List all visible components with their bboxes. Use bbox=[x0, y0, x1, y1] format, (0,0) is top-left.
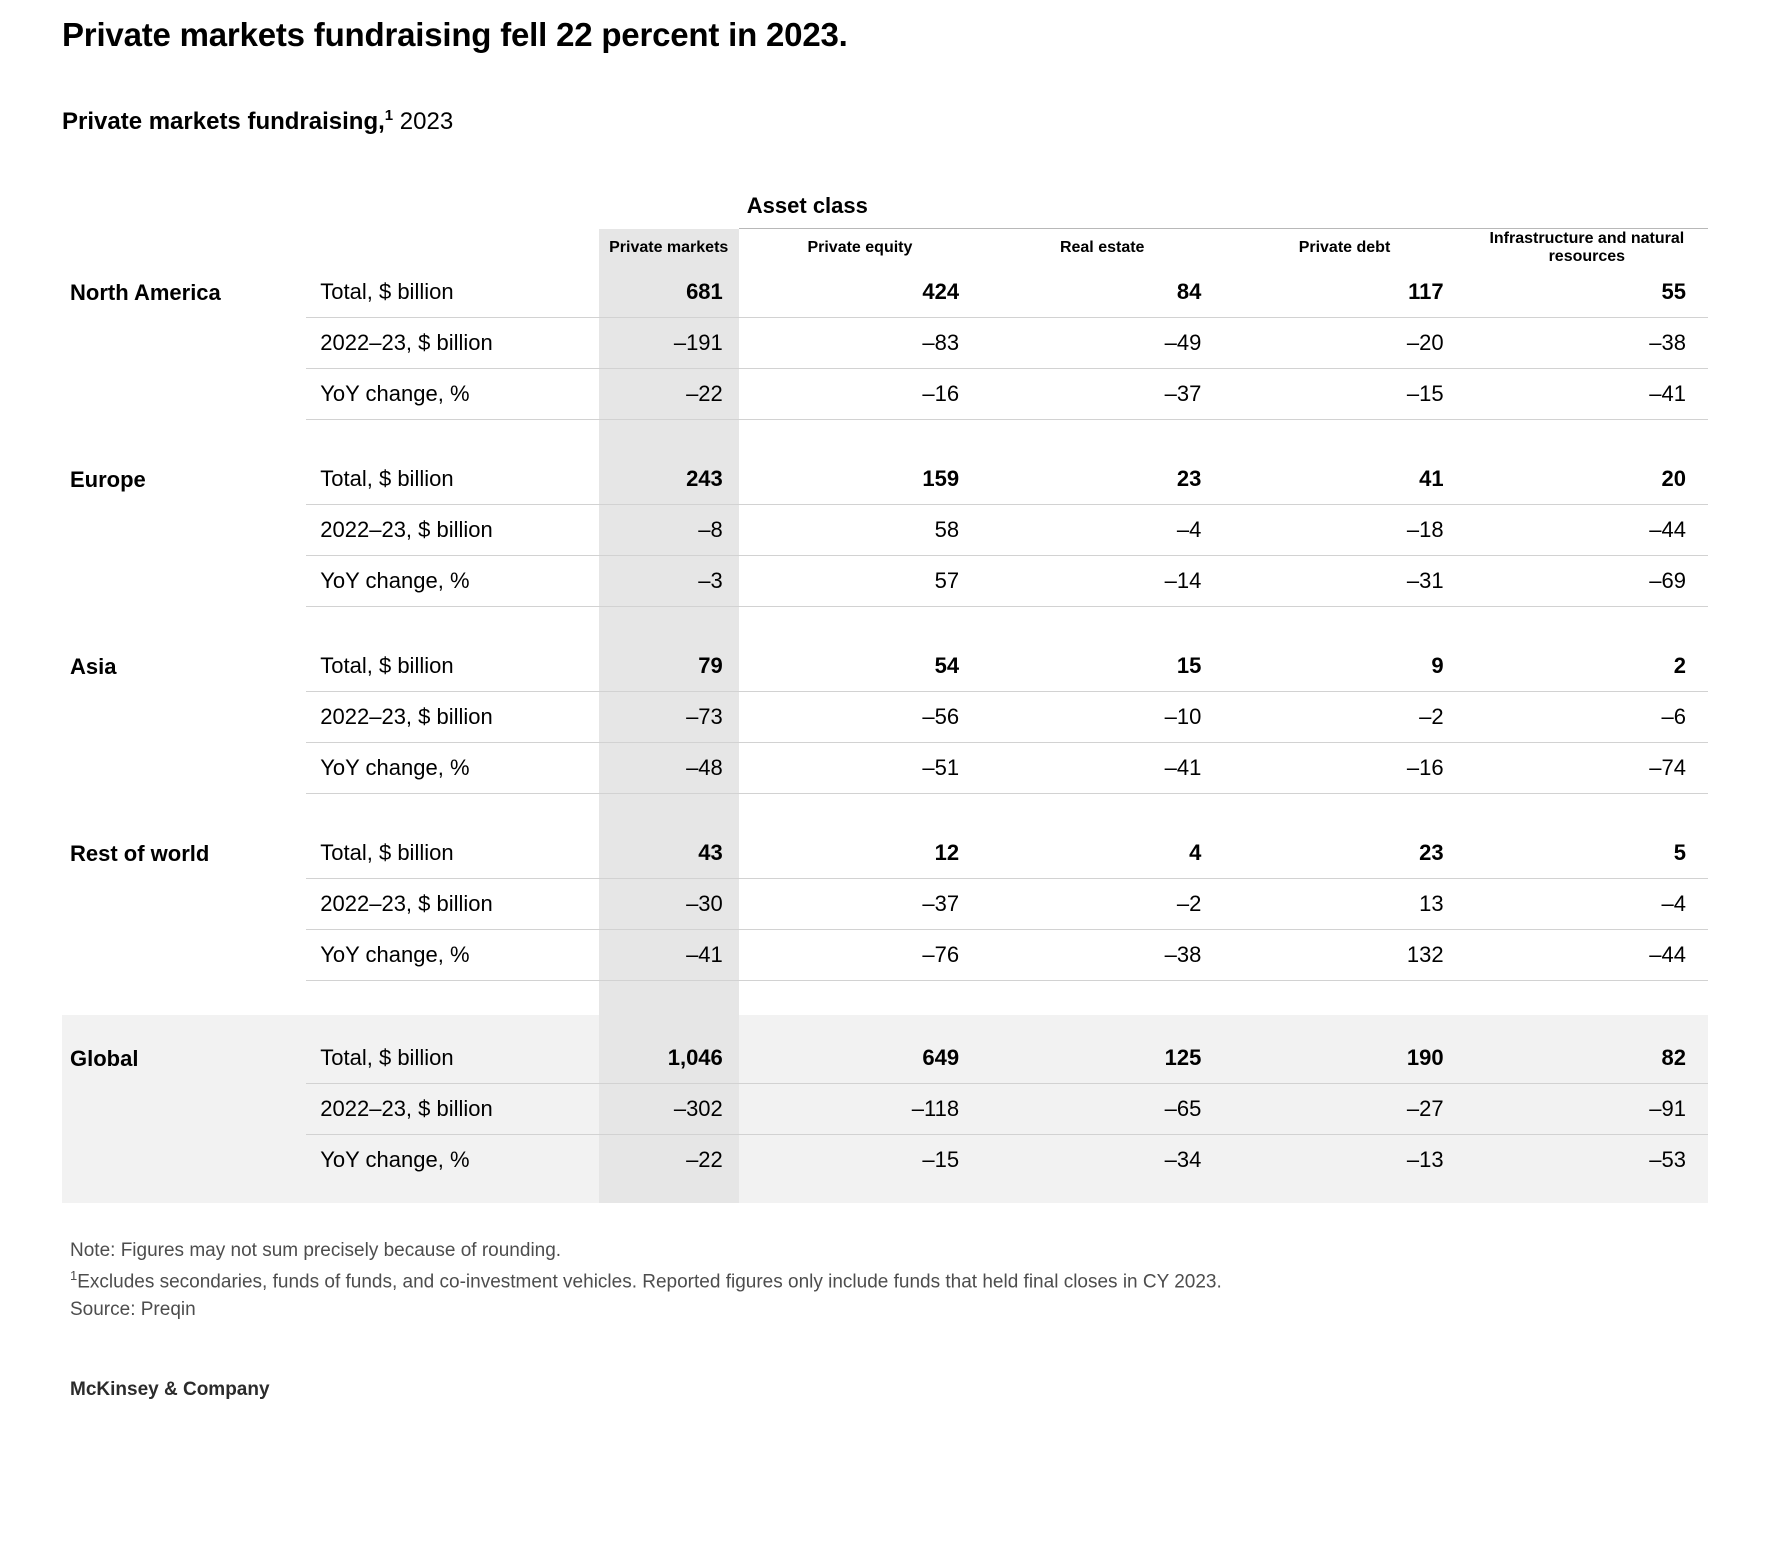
cell-gl-yoy-re: –34 bbox=[981, 1135, 1223, 1186]
cell-row-yoy-inr: –44 bbox=[1466, 930, 1708, 981]
spacer-cell bbox=[306, 794, 598, 829]
spacer-cell bbox=[739, 607, 981, 642]
row-metric-change: 2022–23, $ billion bbox=[306, 1084, 598, 1135]
cell-row-total-pm: 43 bbox=[599, 828, 739, 879]
spacer-cell bbox=[1223, 420, 1465, 455]
cell-gl-yoy-inr: –53 bbox=[1466, 1135, 1708, 1186]
footnote-marker: 1 bbox=[70, 1267, 78, 1283]
col-header-private-equity: Private equity bbox=[807, 239, 913, 257]
row-metric-yoy: YoY change, % bbox=[306, 930, 598, 981]
cell-eu-total-pe: 159 bbox=[739, 454, 981, 505]
global-block-bottom-pad bbox=[62, 1185, 1708, 1203]
table-row bbox=[62, 267, 1708, 318]
cell-eu-total-inr: 20 bbox=[1466, 454, 1708, 505]
table-row bbox=[62, 454, 1708, 505]
cell-as-change-pd: –2 bbox=[1223, 692, 1465, 743]
cell-eu-change-pe: 58 bbox=[739, 505, 981, 556]
cell-eu-yoy-re: –14 bbox=[981, 556, 1223, 607]
cell-as-change-pm: –73 bbox=[599, 692, 739, 743]
cell-row-change-re: –2 bbox=[981, 879, 1223, 930]
spacer-cell bbox=[739, 1185, 981, 1203]
spacer-cell bbox=[1223, 794, 1465, 829]
global-block-top-pad bbox=[62, 1015, 1708, 1033]
col-header-real-estate: Real estate bbox=[1059, 239, 1145, 257]
row-metric-change: 2022–23, $ billion bbox=[306, 692, 598, 743]
cell-gl-total-re: 125 bbox=[981, 1033, 1223, 1084]
cell-as-change-re: –10 bbox=[981, 692, 1223, 743]
cell-as-total-pe: 54 bbox=[739, 641, 981, 692]
footnote-note: Note: Figures may not sum precisely because of rounding. bbox=[70, 1240, 562, 1262]
cell-na-yoy-pe: –16 bbox=[739, 369, 981, 420]
cell-as-yoy-pm: –48 bbox=[599, 743, 739, 794]
table-row bbox=[62, 1135, 1708, 1186]
cell-na-yoy-inr: –41 bbox=[1466, 369, 1708, 420]
table-row bbox=[62, 318, 1708, 369]
cell-as-total-re: 15 bbox=[981, 641, 1223, 692]
spacer-cell bbox=[599, 1015, 739, 1033]
cell-gl-total-inr: 82 bbox=[1466, 1033, 1708, 1084]
row-spacer bbox=[62, 420, 1708, 455]
cell-na-total-pd: 117 bbox=[1223, 267, 1465, 318]
cell-na-total-pe: 424 bbox=[739, 267, 981, 318]
row-region-global: Global bbox=[62, 1033, 306, 1084]
footnotes bbox=[62, 1237, 1708, 1325]
cell-as-yoy-re: –41 bbox=[981, 743, 1223, 794]
cell-na-yoy-pm: –22 bbox=[599, 369, 739, 420]
row-region-blank bbox=[62, 556, 306, 607]
spacer-cell bbox=[306, 1015, 598, 1033]
spacer-cell bbox=[306, 420, 598, 455]
cell-na-change-pd: –20 bbox=[1223, 318, 1465, 369]
row-metric-yoy: YoY change, % bbox=[306, 369, 598, 420]
row-region-europe: Europe bbox=[70, 466, 146, 492]
cell-na-yoy-pd: –15 bbox=[1223, 369, 1465, 420]
spacer-cell bbox=[599, 607, 739, 642]
spacer-cell bbox=[981, 981, 1223, 1016]
spacer-cell bbox=[1223, 607, 1465, 642]
row-region-blank bbox=[62, 1135, 306, 1186]
cell-eu-yoy-pe: 57 bbox=[739, 556, 981, 607]
spacer-cell bbox=[1466, 981, 1708, 1016]
asset-class-group-header bbox=[739, 183, 1708, 229]
spacer-cell bbox=[306, 183, 598, 229]
cell-row-total-inr: 5 bbox=[1466, 828, 1708, 879]
cell-na-yoy-re: –37 bbox=[981, 369, 1223, 420]
spacer-cell bbox=[1466, 1185, 1708, 1203]
spacer-cell bbox=[62, 1015, 306, 1033]
cell-eu-change-pm: –8 bbox=[599, 505, 739, 556]
row-region-north-america: North America bbox=[70, 279, 221, 305]
cell-row-yoy-pm: –41 bbox=[599, 930, 739, 981]
fundraising-table bbox=[62, 183, 1708, 1203]
cell-eu-total-re: 23 bbox=[981, 454, 1223, 505]
cell-gl-yoy-pm: –22 bbox=[599, 1135, 739, 1186]
row-metric-change: 2022–23, $ billion bbox=[306, 505, 598, 556]
row-region-blank bbox=[62, 505, 306, 556]
spacer-cell bbox=[1223, 981, 1465, 1016]
row-metric-yoy: YoY change, % bbox=[306, 743, 598, 794]
footnote-1-text: Excludes secondaries, funds of funds, and co-investment vehicles. Reported figures only include funds that held final closes in CY 2023. bbox=[77, 1270, 1222, 1292]
cell-gl-change-re: –65 bbox=[981, 1084, 1223, 1135]
cell-row-yoy-pe: –76 bbox=[739, 930, 981, 981]
spacer-cell bbox=[306, 607, 598, 642]
subtitle-bold: Private markets fundraising, bbox=[62, 108, 385, 136]
spacer-cell bbox=[981, 1015, 1223, 1033]
cell-gl-total-pe: 649 bbox=[739, 1033, 981, 1084]
blank-header bbox=[306, 229, 598, 267]
asset-class-group-row bbox=[62, 183, 1708, 229]
cell-na-change-inr: –38 bbox=[1466, 318, 1708, 369]
cell-na-change-pe: –83 bbox=[739, 318, 981, 369]
blank-header bbox=[62, 229, 306, 267]
cell-row-yoy-re: –38 bbox=[981, 930, 1223, 981]
row-metric-total: Total, $ billion bbox=[306, 641, 598, 692]
spacer-cell bbox=[1466, 607, 1708, 642]
page-title: Private markets fundraising fell 22 percent in 2023. bbox=[62, 16, 848, 53]
row-region-blank bbox=[62, 1084, 306, 1135]
cell-row-total-pd: 23 bbox=[1223, 828, 1465, 879]
footnote-1 bbox=[70, 1266, 1708, 1297]
row-region-blank bbox=[62, 743, 306, 794]
spacer-cell bbox=[62, 420, 306, 455]
cell-as-total-pm: 79 bbox=[599, 641, 739, 692]
spacer-cell bbox=[739, 981, 981, 1016]
cell-row-change-pe: –37 bbox=[739, 879, 981, 930]
cell-eu-total-pd: 41 bbox=[1223, 454, 1465, 505]
row-metric-yoy: YoY change, % bbox=[306, 556, 598, 607]
cell-na-change-re: –49 bbox=[981, 318, 1223, 369]
cell-na-change-pm: –191 bbox=[599, 318, 739, 369]
cell-gl-change-pe: –118 bbox=[739, 1084, 981, 1135]
cell-gl-total-pd: 190 bbox=[1223, 1033, 1465, 1084]
cell-as-yoy-pe: –51 bbox=[739, 743, 981, 794]
spacer-cell bbox=[306, 981, 598, 1016]
table-row bbox=[62, 641, 1708, 692]
cell-row-total-re: 4 bbox=[981, 828, 1223, 879]
row-spacer bbox=[62, 607, 1708, 642]
cell-gl-change-pd: –27 bbox=[1223, 1084, 1465, 1135]
row-region-blank bbox=[62, 692, 306, 743]
cell-gl-yoy-pd: –13 bbox=[1223, 1135, 1465, 1186]
spacer-cell bbox=[62, 794, 306, 829]
cell-eu-yoy-inr: –69 bbox=[1466, 556, 1708, 607]
asset-class-label: Asset class bbox=[746, 193, 868, 219]
cell-as-total-pd: 9 bbox=[1223, 641, 1465, 692]
row-region-rest-of-world: Rest of world bbox=[70, 840, 210, 866]
chart-subtitle bbox=[62, 55, 1708, 137]
cell-gl-change-inr: –91 bbox=[1466, 1084, 1708, 1135]
spacer-cell bbox=[981, 607, 1223, 642]
col-header-infrastructure: Infrastructure and natural resources bbox=[1489, 230, 1685, 266]
row-spacer bbox=[62, 794, 1708, 829]
row-region-blank bbox=[62, 318, 306, 369]
cell-gl-total-pm: 1,046 bbox=[599, 1033, 739, 1084]
table-row bbox=[62, 1084, 1708, 1135]
col-header-private-markets: Private markets bbox=[599, 229, 739, 267]
table-row bbox=[62, 505, 1708, 556]
spacer-cell bbox=[599, 183, 739, 229]
spacer-cell bbox=[739, 420, 981, 455]
row-metric-total: Total, $ billion bbox=[306, 828, 598, 879]
cell-na-total-pm: 681 bbox=[599, 267, 739, 318]
table-row bbox=[62, 743, 1708, 794]
cell-row-change-pd: 13 bbox=[1223, 879, 1465, 930]
cell-as-change-pe: –56 bbox=[739, 692, 981, 743]
cell-gl-yoy-pe: –15 bbox=[739, 1135, 981, 1186]
cell-row-yoy-pd: 132 bbox=[1223, 930, 1465, 981]
table-row bbox=[62, 1033, 1708, 1084]
spacer-cell bbox=[981, 420, 1223, 455]
spacer-cell bbox=[599, 420, 739, 455]
row-metric-total: Total, $ billion bbox=[306, 1033, 598, 1084]
spacer-cell bbox=[62, 183, 306, 229]
cell-row-total-pe: 12 bbox=[739, 828, 981, 879]
cell-na-total-inr: 55 bbox=[1466, 267, 1708, 318]
row-metric-change: 2022–23, $ billion bbox=[306, 879, 598, 930]
spacer-cell bbox=[739, 1015, 981, 1033]
spacer-cell bbox=[981, 794, 1223, 829]
row-metric-total: Total, $ billion bbox=[306, 267, 598, 318]
table-row bbox=[62, 879, 1708, 930]
spacer-cell bbox=[62, 981, 306, 1016]
subtitle-year: 2023 bbox=[393, 108, 454, 136]
cell-eu-yoy-pd: –31 bbox=[1223, 556, 1465, 607]
subtitle-footnote-marker: 1 bbox=[384, 107, 394, 125]
brand-mckinsey: McKinsey & Company bbox=[70, 1378, 270, 1400]
row-region-blank bbox=[62, 930, 306, 981]
cell-na-total-re: 84 bbox=[981, 267, 1223, 318]
col-header-private-debt: Private debt bbox=[1298, 239, 1391, 257]
table-row bbox=[62, 828, 1708, 879]
row-spacer bbox=[62, 981, 1708, 1016]
spacer-cell bbox=[739, 794, 981, 829]
spacer-cell bbox=[981, 1185, 1223, 1203]
cell-eu-change-re: –4 bbox=[981, 505, 1223, 556]
spacer-cell bbox=[1466, 420, 1708, 455]
cell-eu-change-pd: –18 bbox=[1223, 505, 1465, 556]
cell-as-total-inr: 2 bbox=[1466, 641, 1708, 692]
spacer-cell bbox=[1223, 1015, 1465, 1033]
spacer-cell bbox=[1223, 1185, 1465, 1203]
cell-as-yoy-inr: –74 bbox=[1466, 743, 1708, 794]
row-metric-yoy: YoY change, % bbox=[306, 1135, 598, 1186]
table-row bbox=[62, 692, 1708, 743]
cell-eu-change-inr: –44 bbox=[1466, 505, 1708, 556]
table-row bbox=[62, 369, 1708, 420]
spacer-cell bbox=[62, 607, 306, 642]
row-region-blank bbox=[62, 369, 306, 420]
spacer-cell bbox=[1466, 1015, 1708, 1033]
spacer-cell bbox=[599, 1185, 739, 1203]
cell-as-change-inr: –6 bbox=[1466, 692, 1708, 743]
row-metric-total: Total, $ billion bbox=[306, 454, 598, 505]
footnote-source: Source: Preqin bbox=[70, 1299, 196, 1321]
cell-as-yoy-pd: –16 bbox=[1223, 743, 1465, 794]
spacer-cell bbox=[599, 794, 739, 829]
cell-row-change-inr: –4 bbox=[1466, 879, 1708, 930]
spacer-cell bbox=[1466, 794, 1708, 829]
cell-eu-total-pm: 243 bbox=[599, 454, 739, 505]
row-region-blank bbox=[62, 879, 306, 930]
spacer-cell bbox=[599, 981, 739, 1016]
cell-row-change-pm: –30 bbox=[599, 879, 739, 930]
row-region-asia: Asia bbox=[70, 653, 117, 679]
row-metric-change: 2022–23, $ billion bbox=[306, 318, 598, 369]
spacer-cell bbox=[306, 1185, 598, 1203]
spacer-cell bbox=[62, 1185, 306, 1203]
table-row bbox=[62, 556, 1708, 607]
table-row bbox=[62, 930, 1708, 981]
cell-eu-yoy-pm: –3 bbox=[599, 556, 739, 607]
cell-gl-change-pm: –302 bbox=[599, 1084, 739, 1135]
